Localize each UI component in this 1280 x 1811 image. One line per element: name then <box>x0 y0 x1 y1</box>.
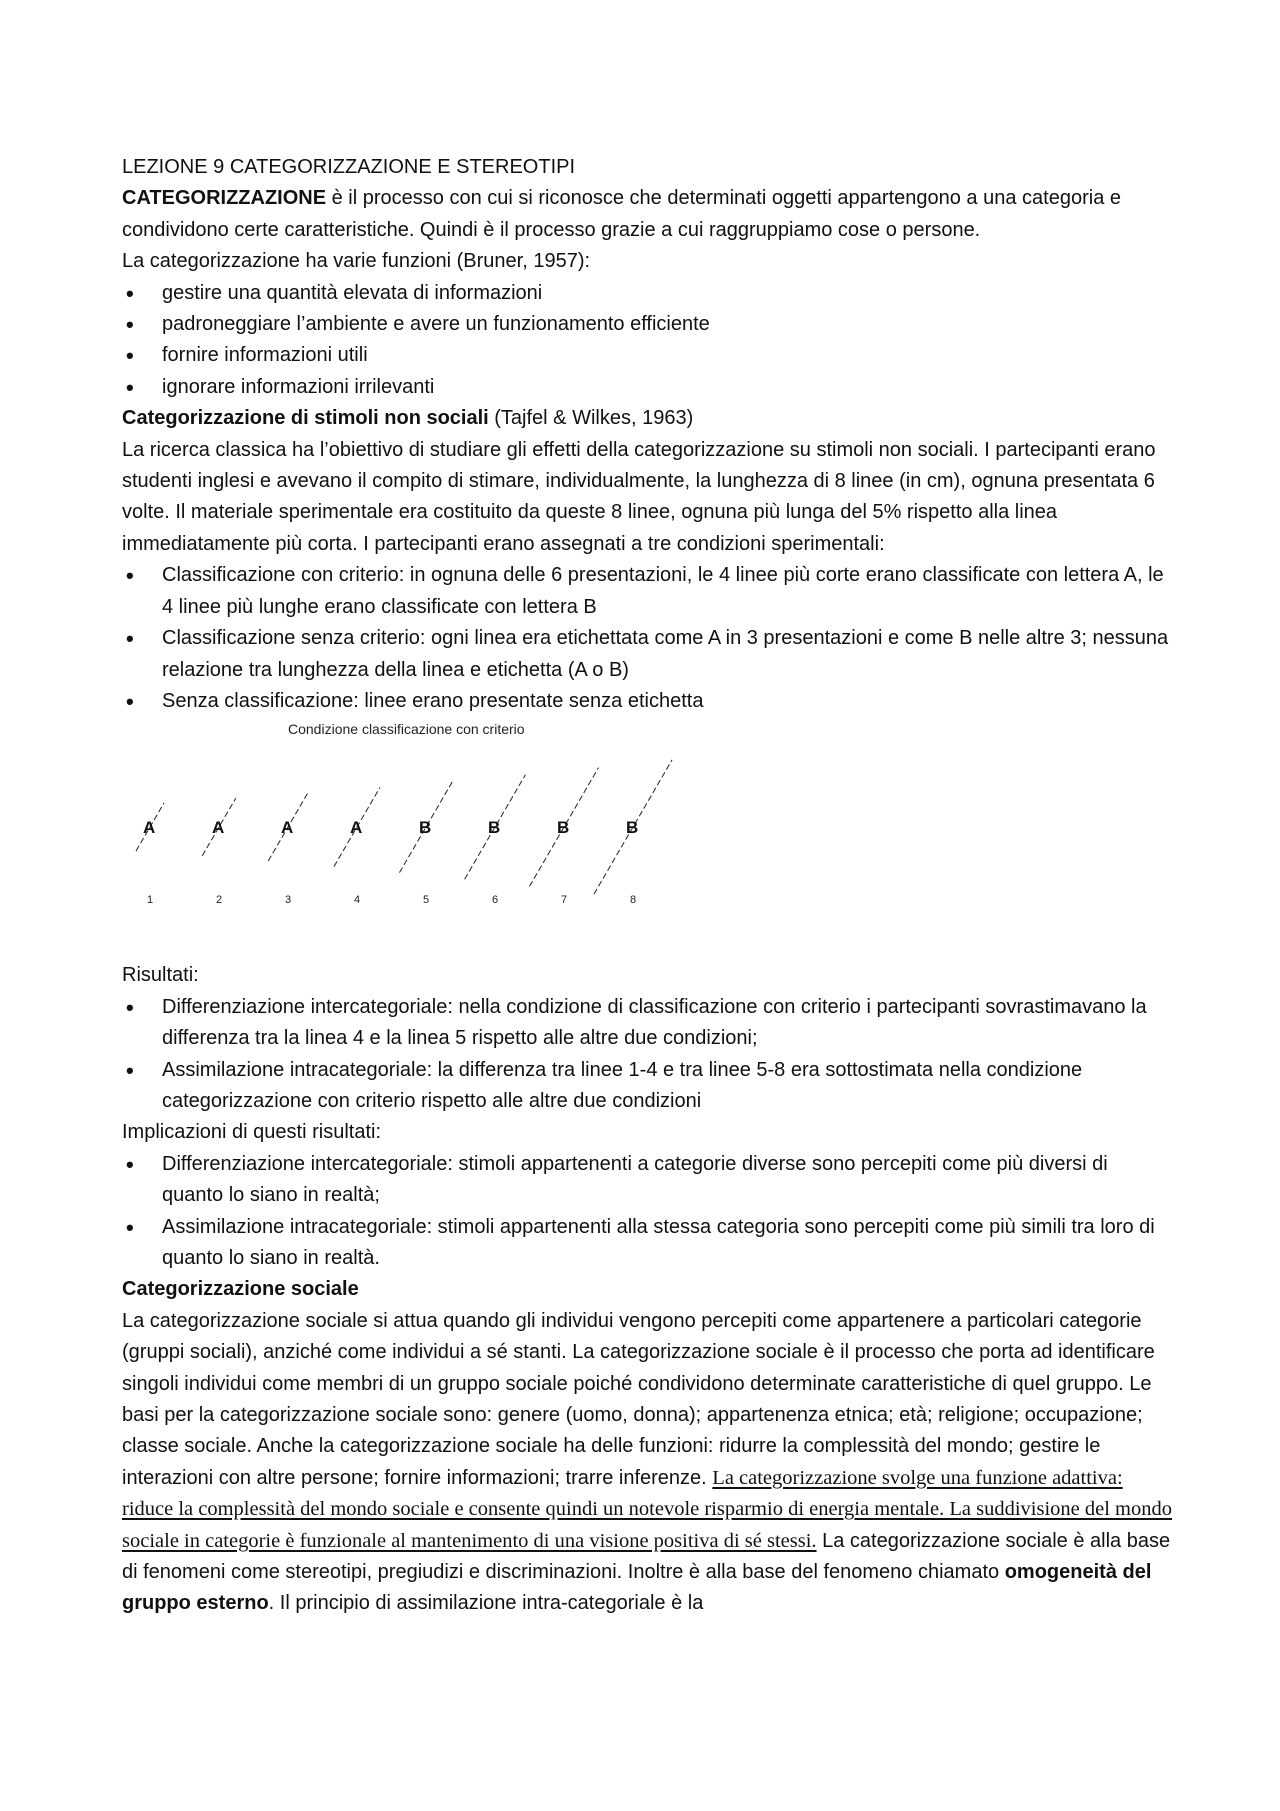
figure-line-label: B <box>557 818 570 838</box>
social-paragraph <box>122 1306 1172 1620</box>
heading-bold: Categorizzazione di stimoli non sociali <box>122 407 489 430</box>
figure-line-label: A <box>350 818 363 838</box>
list-item: • Classificazione con criterio: in ognuna delle 6 presentazioni, le 4 linee più corte erano classificate con lettera A, le 4 linee più lunghe erano classificate con lettera B <box>122 560 1172 623</box>
list-item: • fornire informazioni utili <box>122 340 1172 371</box>
figure-caption: Condizione classificazione con criterio <box>288 721 525 738</box>
figure-line-label: A <box>281 818 294 838</box>
figure-line-label: B <box>626 818 639 838</box>
intro-paragraph <box>122 183 1172 246</box>
list-item: • Assimilazione intracategoriale: stimoli appartenenti alla stessa categoria sono percepiti come più simili tra loro di quanto lo siano in realtà. <box>122 1212 1172 1275</box>
figure-line-number: 8 <box>630 894 637 907</box>
non-social-paragraph: La ricerca classica ha l’obiettivo di studiare gli effetti della categorizzazione su stimoli non sociali. I partecipanti erano studenti inglesi e avevano il compito di stimare, individualmente, la lunghezza di 8 linee (in cm), ognuna presentata 6 volte. Il materiale sperimentale era costituito da queste 8 linee, ognuna più lunga del 5% rispetto alla linea immediatamente più corta. I partecipanti erano assegnati a tre condizioni sperimentali: <box>122 438 1156 555</box>
social-text-3: . Il principio di assimilazione intra-categoriale è la <box>268 1592 704 1615</box>
figure-line-number: 7 <box>561 894 568 907</box>
functions-intro: La categorizzazione ha varie funzioni (Bruner, 1957): <box>122 250 591 273</box>
figure-line-number: 6 <box>492 894 499 907</box>
figure-line-label: B <box>488 818 501 838</box>
implications-list <box>122 1149 1172 1275</box>
figure-line-label: A <box>212 818 225 838</box>
intro-term: CATEGORIZZAZIONE <box>122 187 327 210</box>
list-item: • Senza classificazione: linee erano presentate senza etichetta <box>122 686 1172 717</box>
lines-figure <box>122 715 1172 960</box>
figure-line-number: 3 <box>285 894 292 907</box>
list-item: • ignorare informazioni irrilevanti <box>122 372 1172 403</box>
list-item: • Differenziazione intercategoriale: stimoli appartenenti a categorie diverse sono percepiti come più diversi di quanto lo siano in realtà; <box>122 1149 1172 1212</box>
implications-heading: Implicazioni di questi risultati: <box>122 1121 381 1144</box>
document-body <box>122 152 1172 1620</box>
conditions-list <box>122 560 1172 717</box>
social-text-2: La categorizzazione sociale è alla base di fenomeni come stereotipi, pregiudizi e discriminazioni. Inoltre è alla base del fenomeno chiamato <box>122 1529 1171 1584</box>
underlined-passage: La categorizzazione svolge una funzione adattiva: riduce la complessità del mondo sociale e consente quindi un notevole risparmio di energia mentale. La suddivisione del mondo sociale in categorie è funzionale al mantenimento di una visione positiva di sé stessi. <box>122 1466 1172 1552</box>
figure-line-number: 1 <box>147 894 154 907</box>
figure-line-label: A <box>143 818 156 838</box>
key-term: omogeneità del gruppo esterno <box>122 1561 1152 1615</box>
list-item: • Assimilazione intracategoriale: la differenza tra linee 1-4 e tra linee 5-8 era sottostimata nella condizione categorizzazione con criterio rispetto alle altre due condizioni <box>122 1055 1172 1118</box>
heading-citation: (Tajfel & Wilkes, 1963) <box>488 407 694 430</box>
page-title: LEZIONE 9 CATEGORIZZAZIONE E STEREOTIPI <box>122 156 576 178</box>
figure-line-number: 4 <box>354 894 361 907</box>
heading-bold: Categorizzazione sociale <box>122 1278 359 1301</box>
functions-list <box>122 278 1172 404</box>
intro-text: è il processo con cui si riconosce che determinati oggetti appartengono a una categoria e condividono certe caratteristiche. Quindi è il processo grazie a cui raggruppiamo cose o persone. <box>122 187 1121 241</box>
figure-line-number: 2 <box>216 894 223 907</box>
lines-figure-svg <box>122 715 842 960</box>
list-item: • gestire una quantità elevata di informazioni <box>122 278 1172 309</box>
section-heading-social <box>122 1274 1172 1305</box>
results-heading: Risultati: <box>122 964 199 987</box>
figure-line-label: B <box>419 818 432 838</box>
list-item: • Classificazione senza criterio: ogni linea era etichettata come A in 3 presentazioni e come B nelle altre 3; nessuna relazione tra lunghezza della linea e etichetta (A o B) <box>122 623 1172 686</box>
figure-line-number: 5 <box>423 894 430 907</box>
list-item: • Differenziazione intercategoriale: nella condizione di classificazione con criterio i partecipanti sovrastimavano la differenza tra la linea 4 e la linea 5 rispetto alle altre due condizioni; <box>122 992 1172 1055</box>
social-text-1: La categorizzazione sociale si attua quando gli individui vengono percepiti come appartenere a particolari categorie (gruppi sociali), anziché come individui a sé stanti. La categorizzazione sociale è il processo che porta ad identificare singoli individui come membri di un gruppo sociale poiché condividono determinate caratteristiche di quel gruppo. Le basi per la categorizzazione sociale sono: genere (uomo, donna); appartenenza etnica; età; religione; occupazione; classe sociale. Anche la categorizzazione sociale ha delle funzioni: ridurre la complessità del mondo; gestire le interazioni con altre persone; fornire informazioni; trarre inferenze. <box>122 1309 1155 1489</box>
section-heading-non-social <box>122 403 1172 434</box>
results-list <box>122 992 1172 1118</box>
list-item: • padroneggiare l’ambiente e avere un funzionamento efficiente <box>122 309 1172 340</box>
